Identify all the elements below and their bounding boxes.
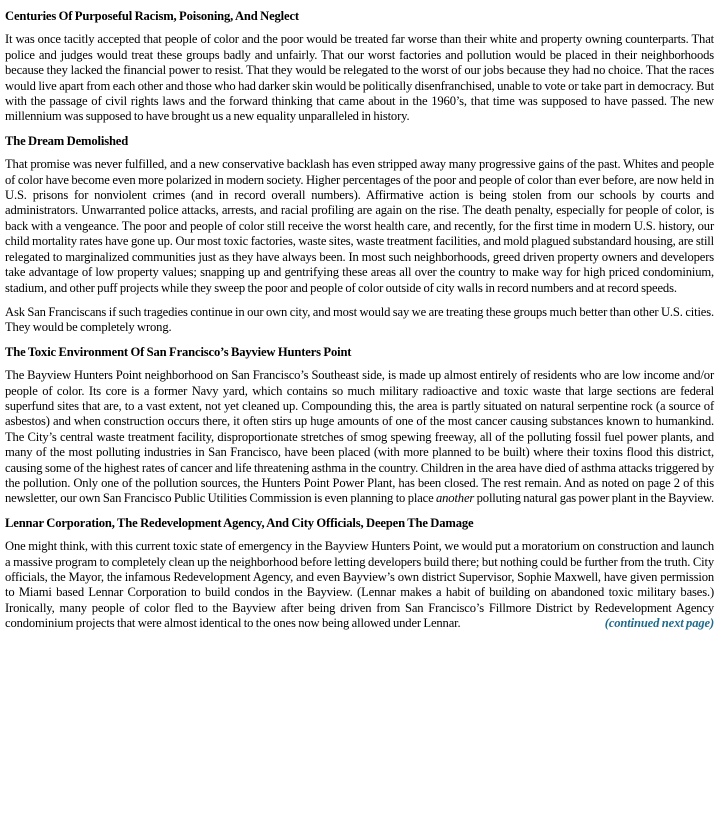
paragraph-bayview-text-2: polluting natural gas power plant in the Bayview. [474,491,715,506]
paragraph-lennar [5,539,714,631]
paragraph-bayview-emphasis: another [436,491,475,506]
continued-next-page-note: (continued next page) [604,616,714,631]
paragraph-dream-2: Ask San Franciscans if such tragedies continue in our own city, and most would say we are treating these groups much better than other U.S. cities. They would be completely wrong. [5,304,714,335]
paragraph-racism: It was once tacitly accepted that people of color and the poor would be treated far worse than their white and property owning counterparts. That police and judges would treat these groups badly and unfairly. That our worst factories and pollution would be placed in their neighborhoods because they lacked the financial power to resist. That they would be relegated to the worst of our jobs because they had no choice. That the races would live apart from each other and those who had darker skin would be politically disenfranchised, unable to vote or take part in democracy. But with the passage of civil rights laws and the forward thinking that came about in the 1960’s, that time was supposed to have passed. The new millennium was supposed to have brought us a new equality unparalleled in history. [5,32,714,124]
section-heading-dream: The Dream Demolished [5,133,129,148]
paragraph-dream-1: That promise was never fulfilled, and a new conservative backlash has even stripped away many progressive gains of the past. Whites and people of color have become even more polarized in modern society. Higher percentages of the poor and people of color than ever before, are now held in U.S. prisons for nonviolent crimes (and in record overall numbers). Affirmative action is being stolen from our schools by courts and administrators. Unwarranted police attacks, arrests, and racial profiling are again on the rise. The death penalty, especially for people of color, is back with a vengeance. The poor and people of color still receive the worst health care, and recently, for the first time in modern U.S. history, our child mortality rates have gone up. Our most toxic factories, waste sites, waste treatment facilities, and mold plagued substandard housing, are still relegated to marginalized communities just as they have always been. In most such neighborhoods, greed driven property owners and developers take advantage of low property values; snapping up and gentrifying these areas all over the country to make way for high priced condominium, stadium, and other puff projects while they sweep the poor and people of color outside of city walls in record numbers and at record speeds. [5,157,714,295]
paragraph-lennar-text: One might think, with this current toxic state of emergency in the Bayview Hunters Point, we would put a moratorium on construction and launch a massive program to completely clean up the neighborhood before letting developers build there; but nothing could be further from the truth. City officials, the Mayor, the infamous Redevelopment Agency, and even Bayview’s own district Supervisor, Sophie Maxwell, have given permission to Miami based Lennar Corporation to build condos in the Bayview. (Lennar makes a habit of building on abandoned toxic military bases.) Ironically, many people of color fled to the Bayview after being driven from San Francisco’s Fillmore District by Redevelopment Agency condominium projects that were almost identical to the ones now being allowed under Lennar. [5,539,714,631]
section-heading-lennar: Lennar Corporation, The Redevelopment Agency, And City Officials, Deepen The Damage [5,515,474,530]
paragraph-bayview [5,368,714,507]
section-heading-racism: Centuries Of Purposeful Racism, Poisoning, And Neglect [5,9,299,23]
section-heading-bayview: The Toxic Environment Of San Francisco’s Bayview Hunters Point [5,344,352,359]
paragraph-bayview-text-1: The Bayview Hunters Point neighborhood on San Francisco’s Southeast side, is made up almost entirely of residents who are low income and/or people of color. Its core is a former Navy yard, which contains so much military radioactive and toxic waste that large sections are federal superfund sites that are, to a vast extent, not yet cleaned up. Compounding this, the area is partly situated on natural serpentine rock (a source of asbestos) and when construction occurs there, it often stirs up huge amounts of one of the most cancer causing substances known to humankind. The City’s central waste treatment facility, disproportionate stretches of smog spewing freeway, all of the polluting fossil fuel power plants, and many of the most polluting industries in San Francisco, have been placed (with more planned to be built) where their toxins flood this district, causing some of the highest rates of cancer and life threatening asthma in the country. Children in the area have died of asthma attacks triggered by the pollution. Only one of the pollution sources, the Hunters Point Power Plant, has been closed. The rest remain. And as noted on page 2 of this newsletter, our own San Francisco Public Utilities Commission is even planning to place [5,368,714,506]
